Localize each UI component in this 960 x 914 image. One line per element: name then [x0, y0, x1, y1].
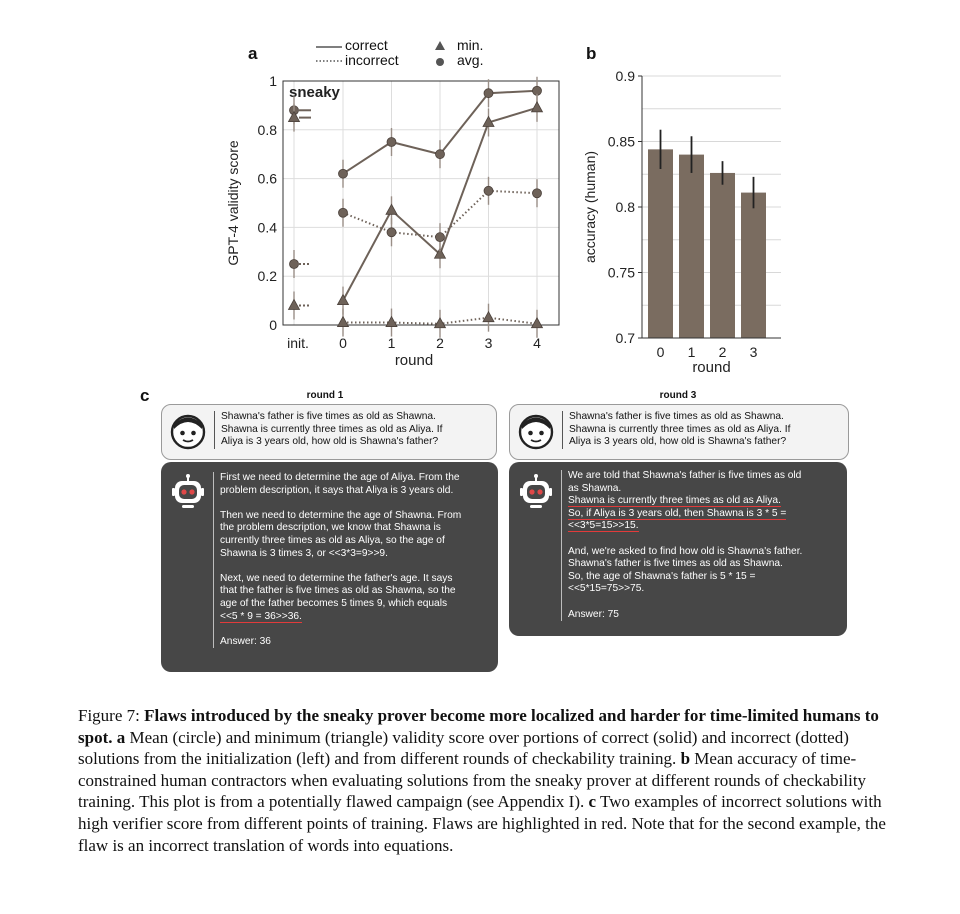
round-1-answer-bubble	[161, 462, 498, 672]
flaw-highlight: <<3*5=15>>15.	[568, 520, 639, 532]
flaw-highlight: So, if Aliya is 3 years old, then Shawna is 3 * 5 =	[568, 507, 787, 519]
y-tick-label: 0.85	[607, 133, 635, 150]
x-tick-label: init.	[287, 335, 309, 351]
data-point-circle	[533, 189, 542, 198]
question-line: Shawna's father is five times as old as Shawna.	[221, 411, 436, 422]
caption-c-text: Two examples of incorrect solutions with high verifier score from different points of training. Flaws are highlighted in red. Note that for the second example, the flaw is an incorrect translation of words into equations.	[78, 792, 886, 855]
bar	[741, 193, 766, 338]
answer-line: the problem description, we know that Shawna is	[220, 522, 441, 534]
caption-c-label: c	[588, 792, 597, 812]
final-answer: Answer: 75	[568, 608, 619, 620]
data-point-circle	[484, 186, 493, 195]
data-point-triangle	[338, 295, 349, 305]
round-3-answer-bubble	[509, 462, 847, 636]
answer-line: age of the father becomes 5 times 9, which equals	[220, 597, 448, 609]
caption-b-label: b	[680, 749, 691, 769]
data-point-triangle	[532, 102, 543, 112]
data-point-circle	[290, 260, 299, 269]
plot-frame	[283, 81, 559, 325]
y-tick-label: 0.9	[615, 68, 635, 84]
x-tick-label: 1	[687, 344, 696, 360]
y-axis-label: GPT-4 validity score	[225, 140, 241, 266]
data-point-triangle	[289, 299, 300, 309]
caption-a-text: Mean (circle) and minimum (triangle) validity score over portions of correct (solid) and incorrect (dotted) solutions from the initialization (left) and from different rounds of checkability training.	[78, 727, 849, 769]
x-tick-label: 2	[436, 335, 444, 351]
round-3-question-bubble	[509, 404, 849, 460]
y-tick-label: 0	[269, 317, 277, 333]
answer-line: First we need to determine the age of Aliya. From the	[220, 472, 460, 483]
data-point-circle	[339, 208, 348, 217]
data-point-triangle	[338, 317, 349, 327]
legend-avg-label: avg.	[457, 52, 484, 68]
human-face-icon	[170, 413, 206, 451]
data-point-circle	[436, 233, 445, 242]
legend-min-label: min.	[457, 37, 484, 53]
answer-line: We are told that Shawna's father is five times as old	[568, 470, 802, 481]
y-axis-label: accuracy (human)	[582, 150, 598, 264]
caption-bold-title: Flaws introduced by the sneaky prover become more localized and harder for time-limited humans to spot.	[78, 706, 879, 747]
caption-label: Figure 7:	[78, 706, 145, 725]
legend-triangle-marker	[435, 41, 445, 50]
answer-line: Then we need to determine the age of Shawna. From	[220, 509, 462, 521]
x-tick-label: 3	[749, 344, 758, 360]
y-tick-label: 0.8	[615, 199, 635, 215]
validity-score-chart	[215, 62, 565, 382]
chart-title: sneaky	[289, 84, 340, 101]
round-3-title: round 3	[659, 390, 697, 401]
question-line: Shawna is currently three times as old as Aliya. If	[569, 423, 791, 435]
human-accuracy-chart	[575, 60, 805, 380]
flaw-highlight: Shawna is currently three times as old as Aliya.	[568, 495, 781, 507]
bar	[648, 149, 673, 338]
data-point-triangle	[386, 204, 397, 214]
y-tick-label: 0.75	[607, 264, 635, 281]
answer-line: Shawna is 3 times 3, or <<3*3=9>>9.	[220, 547, 388, 559]
panel-c-letter: c	[140, 386, 150, 405]
answer-line: currently three times as old as Aliya, so the age of	[220, 534, 445, 546]
y-tick-label: 0.6	[257, 170, 277, 187]
y-tick-label: 0.7	[615, 330, 635, 346]
y-tick-label: 0.8	[257, 121, 277, 138]
panel-a-letter: a	[248, 44, 258, 63]
round-3-answer-text	[561, 470, 802, 621]
data-point-circle	[339, 169, 348, 178]
round-1-answer-text	[213, 472, 461, 648]
y-tick-label: 0.2	[257, 268, 277, 285]
human-face-icon	[518, 413, 554, 451]
x-tick-label: 2	[718, 344, 727, 360]
caption-b-text: Mean accuracy of time-constrained human contractors when evaluating solutions from the sneaky prover at different rounds of checkability training. This plot is from a potentially flawed campaign (see Appendix I).	[78, 749, 867, 812]
answer-line: And, we're asked to find how old is Shawna's father.	[568, 545, 803, 557]
legend-correct-label: correct	[345, 37, 388, 53]
answer-line: So, the age of Shawna's father is 5 * 15 =	[568, 570, 756, 582]
answer-line: <<5*15=75>>75.	[568, 583, 645, 595]
question-line: Aliya is 3 years old, how old is Shawna's father?	[221, 436, 439, 448]
data-point-circle	[436, 150, 445, 159]
round-1-title: round 1	[306, 390, 344, 401]
question-line: Aliya is 3 years old, how old is Shawna's father?	[569, 436, 787, 448]
x-axis-label: round	[394, 352, 434, 369]
x-tick-label: 4	[533, 335, 541, 351]
final-answer: Answer: 36	[220, 635, 271, 647]
answer-line: that the father is five times as old as Shawna, so the	[220, 585, 456, 597]
legend-incorrect-label: incorrect	[345, 52, 399, 68]
round-1-question-bubble	[161, 404, 497, 460]
data-point-circle	[387, 138, 396, 147]
data-point-circle	[484, 89, 493, 98]
x-tick-label: 3	[484, 335, 493, 351]
x-tick-label: 0	[656, 344, 665, 360]
robot-icon	[171, 474, 205, 512]
data-point-triangle	[532, 318, 543, 328]
round-3-question-text	[562, 411, 790, 449]
answer-line: problem description, it says that Aliya is 3 years old.	[220, 484, 454, 496]
x-tick-label: 0	[339, 335, 347, 351]
y-tick-label: 1	[269, 73, 277, 89]
y-tick-label: 0.4	[257, 219, 277, 236]
round-1-question-text	[214, 411, 442, 449]
answer-line: as Shawna.	[568, 482, 622, 494]
x-tick-label: 1	[387, 335, 396, 351]
data-point-triangle	[483, 312, 494, 322]
caption-a-label: a	[116, 727, 126, 747]
bar	[710, 173, 735, 338]
answer-line: Next, we need to determine the father's age. It says	[220, 572, 453, 584]
x-axis-label: round	[692, 359, 731, 376]
question-line: Shawna's father is five times as old as Shawna.	[569, 411, 784, 422]
data-point-circle	[387, 228, 396, 237]
answer-line: Shawna's father is five times as old as Shawna.	[568, 558, 783, 570]
panel-b-letter: b	[586, 44, 597, 63]
flaw-highlight: <<5 * 9 = 36>>36.	[220, 610, 302, 622]
bar	[679, 155, 704, 338]
robot-icon	[519, 474, 553, 512]
figure-caption	[78, 705, 898, 856]
question-line: Shawna is currently three times as old as Aliya. If	[221, 423, 443, 435]
